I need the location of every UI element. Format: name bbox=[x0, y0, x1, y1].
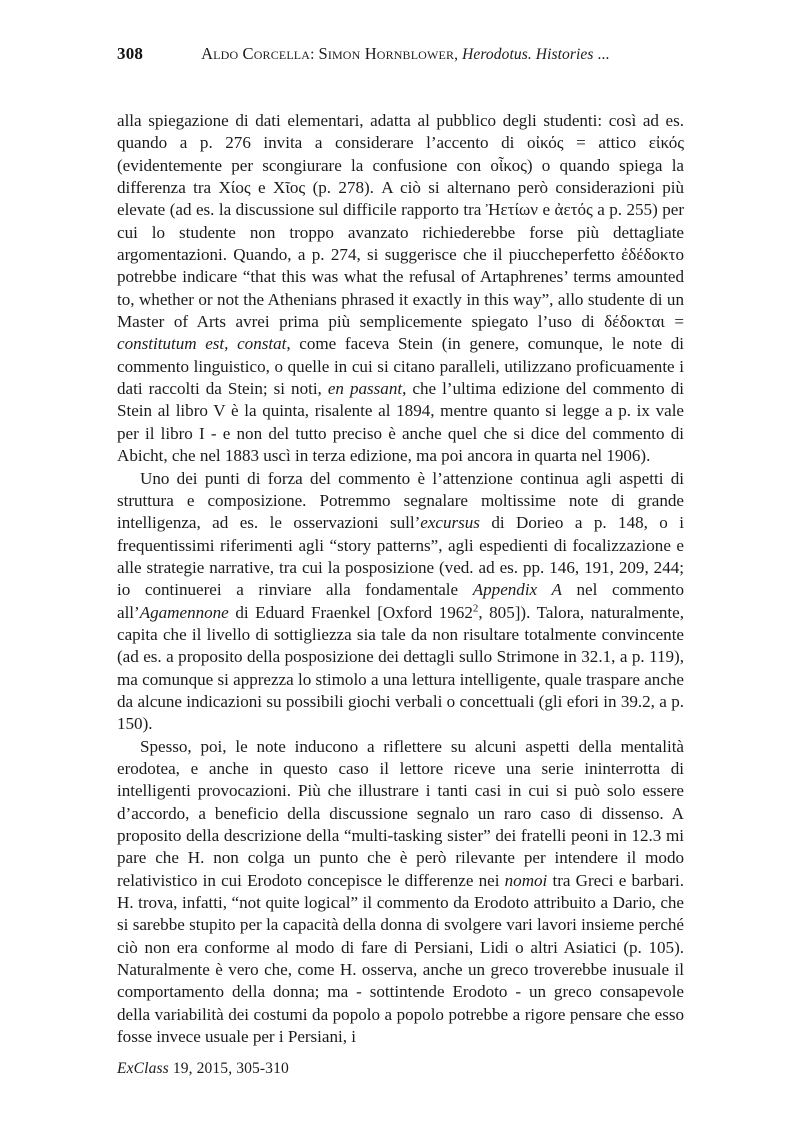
body-text: (evidentemente per scongiurare la confusione con bbox=[117, 155, 491, 175]
running-head-author: Aldo Corcella bbox=[201, 44, 311, 63]
body-text: , come faceva Stein (in genere, comunque, le note di commento linguistico, o quelle in cui si citano paralleli, utilizzano proficuamente i dati raccolti da Stein; si noti, bbox=[117, 334, 684, 399]
page-footer bbox=[117, 1060, 289, 1078]
page-number: 308 bbox=[117, 44, 144, 63]
body-text: di Eduard Fraenkel [Oxford 1962 bbox=[228, 602, 473, 622]
body-text: e bbox=[538, 200, 555, 220]
running-head-ellipsis: ... bbox=[593, 46, 610, 63]
greek-text: οἶκος bbox=[490, 155, 527, 175]
italic-text: Agamennone bbox=[139, 602, 229, 622]
greek-text: Ἠετίων bbox=[485, 200, 538, 220]
body-text-block bbox=[117, 110, 684, 1048]
italic-text: en passant bbox=[327, 379, 403, 399]
greek-text: Χῖος bbox=[273, 178, 306, 198]
body-text: a p. 255) per cui lo studente non troppo avanzato richiederebbe forse più dettagliate argomentazioni. Quando, a p. 274, si suggerisce che il piuccheperfetto bbox=[117, 200, 684, 265]
italic-text: constitutum est, constat bbox=[117, 334, 287, 354]
body-text: , 805]). Talora, naturalmente, capita che il livello di sottigliezza sia tale da non risultare totalmente convincente (ad es. a proposito della posposizione dei dettagli sullo Strimone in 32.1, a p. 119), ma comunque si apprezza lo stimolo a una lettura intelligente, quale traspare anche da alcune indicazioni su possibili giochi verbali o concettuali (gli efori in 39.2, a p. 150). bbox=[117, 602, 684, 734]
body-text: = attico bbox=[563, 133, 649, 153]
running-head bbox=[117, 44, 683, 66]
running-head-separator: : bbox=[310, 46, 319, 63]
greek-text: οἰκός bbox=[526, 133, 564, 153]
body-text: alla spiegazione di dati elementari, adatta al pubblico degli studenti: così ad es. quando a p. 276 invita a considerare l’accento di bbox=[117, 111, 684, 153]
body-text: e bbox=[250, 178, 273, 198]
body-text: ) o quando spiega la differenza tra bbox=[117, 155, 684, 198]
greek-text: εἰκός bbox=[648, 133, 684, 153]
running-head-comma: , bbox=[454, 46, 463, 63]
body-text: tra Greci e barbari. H. trova, infatti, “not quite logical” il commento da Erodoto attribuito a Dario, che si sarebbe stupito per la capacità della donna di svolgere vari lavori insieme perché ciò non era conforme al modo di fare di Persiani, Lidi o altri Asiatici (p. 105). Naturalmente è vero che, come H. osserva, anche un greco troverebbe inusuale il comportamento della donna; ma - sottintende Erodoto - un greco consapevole della variabilità dei costumi da popolo a popolo potrebbe a rigore pensare che esso fosse invece usuale per i Persiani, i bbox=[117, 870, 684, 1047]
body-paragraph bbox=[117, 736, 684, 1049]
body-text: di Dorieo a p. 148, o i frequentissimi riferimenti agli “story patterns”, agli espedienti di focalizzazione e alle strategie narrative, tra cui la posposizione (ved. ad es. pp. 146, 191, 209, 244; io continuerei a rinviare alla fondamentale bbox=[117, 513, 684, 600]
body-text: (p. 278). A ciò si alternano però considerazioni più elevate (ad es. la discussione sul difficile rapporto tra bbox=[117, 178, 684, 220]
body-text: = bbox=[664, 312, 684, 332]
body-paragraph bbox=[117, 110, 684, 468]
italic-text: Appendix A bbox=[472, 580, 562, 600]
body-paragraph bbox=[117, 468, 684, 736]
body-text: , che l’ultima edizione del commento di Stein al libro V è la quinta, risalente al 1894, mentre quanto si legge a p. ix vale per il libro I - e non del tutto preciso è anche quel che si dice del commento di Abicht, che nel 1883 uscì in terza edizione, ma poi ancora in quarta nel 1906). bbox=[117, 379, 684, 466]
running-head-title bbox=[201, 44, 609, 64]
greek-text: δέδοκται bbox=[604, 312, 665, 332]
superscript-text: 2 bbox=[472, 601, 479, 614]
body-text: potrebbe indicare “that this was what the refusal of Artaphrenes’ terms amounted to, whether or not the Athenians phrased it exactly in this way”, allo studente di un Master of Arts avrei prima più semplicemente spiegato l’uso di bbox=[117, 267, 684, 332]
journal-name: ExClass bbox=[117, 1060, 169, 1077]
body-text: Spesso, poi, le note inducono a riflettere su alcuni aspetti della mentalità erodotea, e anche in questo caso il lettore riceve una serie ininterrotta di intelligenti provocazioni. Più che illustrare i tanti casi in cui si può solo essere d’accordo, a beneficio della discussione segnalo un raro caso di dissenso. A proposito della descrizione della “multi-tasking sister” dei fratelli peoni in 12.3 mi pare che H. non colga un punto che è però rilevante per intendere il modo relativistico in cui Erodoto concepisce le differenze nei bbox=[117, 736, 684, 890]
running-head-work-title: Herodotus. Histories bbox=[462, 46, 594, 63]
greek-text: Χίος bbox=[218, 178, 251, 198]
footer-citation: 19, 2015, 305-310 bbox=[168, 1060, 289, 1077]
body-text: Uno dei punti di forza del commento è l’attenzione continua agli aspetti di struttura e composizione. Potremmo segnalare moltissime note di grande intelligenza, ad es. le osservazioni sull’ bbox=[117, 468, 684, 533]
greek-text: ἀετός bbox=[554, 200, 593, 220]
italic-text: nomoi bbox=[504, 870, 548, 890]
italic-text: excursus bbox=[420, 513, 480, 533]
body-text: nel commento all’ bbox=[117, 580, 684, 622]
running-head-reviewed-author: Simon Hornblower bbox=[318, 44, 455, 63]
greek-text: ἐδέδοκτο bbox=[621, 245, 684, 265]
